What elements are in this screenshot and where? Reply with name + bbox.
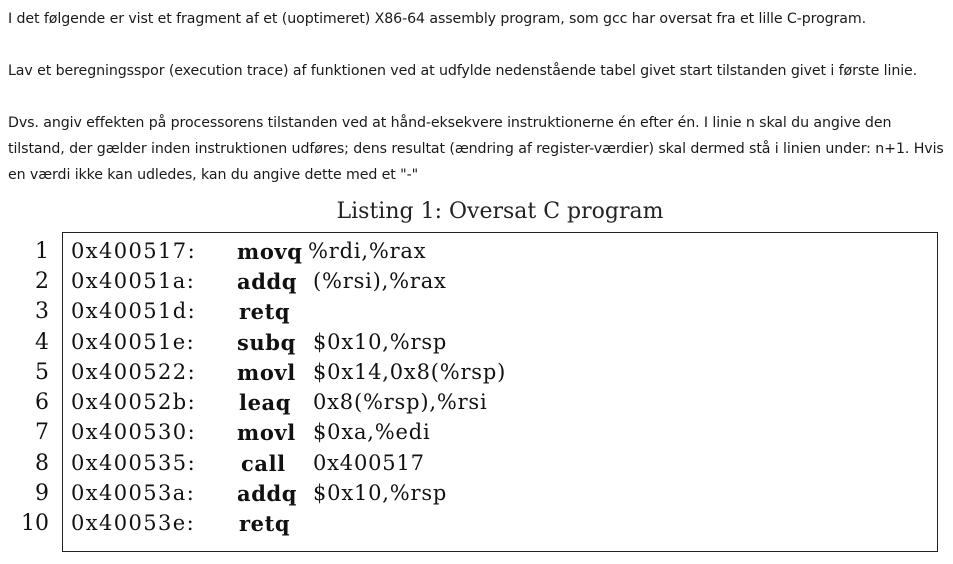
code-listing bbox=[21, 232, 938, 552]
line-operands: %rdi,%rax bbox=[308, 239, 427, 263]
line-number: 4 bbox=[35, 330, 49, 355]
line-instruction: call bbox=[241, 451, 286, 476]
line-address: 0x40051d: bbox=[71, 299, 197, 323]
intro-paragraph-1: I det følgende er vist et fragment af et (uoptimeret) X86-64 assembly program, som gcc har oversat fra et lille C-program. bbox=[8, 11, 867, 27]
code-line bbox=[35, 299, 937, 329]
line-instruction: movl bbox=[237, 420, 296, 445]
code-line bbox=[35, 390, 937, 420]
code-line bbox=[35, 269, 937, 299]
line-instruction: retq bbox=[239, 511, 291, 536]
line-instruction: retq bbox=[239, 299, 291, 324]
line-address: 0x40051a: bbox=[71, 269, 196, 293]
line-number: 2 bbox=[35, 269, 49, 294]
line-number: 3 bbox=[35, 299, 49, 324]
line-operands: 0x400517 bbox=[313, 451, 425, 475]
line-operands: $0x14,0x8(%rsp) bbox=[313, 360, 507, 384]
line-number: 1 bbox=[35, 239, 49, 264]
line-instruction: movl bbox=[237, 360, 296, 385]
line-operands: (%rsi),%rax bbox=[313, 269, 447, 293]
line-operands: $0x10,%rsp bbox=[313, 330, 448, 354]
code-line bbox=[35, 330, 937, 360]
intro-paragraph-3: Dvs. angiv effekten på processorens tilstanden ved at hånd-eksekvere instruktionerne én efter én. I linie n skal du angive den tilstand, der gælder inden instruktionen udføres; dens resultat (ændring af register-værdier) skal dermed stå i linien under: n+1. Hvis en værdi ikke kan udledes, kan du angive dette med et "-" bbox=[8, 115, 944, 183]
line-number: 10 bbox=[21, 511, 49, 536]
intro-paragraph-2: Lav et beregningsspor (execution trace) af funktionen ved at udfylde nedenstående tabel givet start tilstanden givet i første linie. bbox=[8, 63, 918, 79]
line-number: 9 bbox=[35, 481, 49, 506]
code-line bbox=[21, 511, 937, 541]
line-address: 0x400535: bbox=[71, 451, 197, 475]
line-address: 0x40052b: bbox=[71, 390, 197, 414]
code-line bbox=[35, 239, 937, 269]
line-number: 6 bbox=[35, 390, 49, 415]
code-line bbox=[35, 451, 937, 481]
line-instruction: addq bbox=[237, 481, 298, 506]
line-instruction: movq bbox=[237, 239, 303, 264]
line-address: 0x40053e: bbox=[71, 511, 196, 535]
line-address: 0x400517: bbox=[71, 239, 197, 263]
line-operands: $0xa,%edi bbox=[313, 420, 431, 444]
line-instruction: subq bbox=[237, 330, 296, 355]
line-number: 8 bbox=[35, 451, 49, 476]
code-line bbox=[35, 481, 937, 511]
line-instruction: addq bbox=[237, 269, 298, 294]
line-address: 0x400530: bbox=[71, 420, 197, 444]
code-line bbox=[35, 360, 937, 390]
line-operands: $0x10,%rsp bbox=[313, 481, 448, 505]
line-address: 0x400522: bbox=[71, 360, 197, 384]
line-operands: 0x8(%rsp),%rsi bbox=[313, 390, 488, 414]
line-number: 7 bbox=[35, 420, 49, 445]
code-line bbox=[35, 420, 937, 450]
line-address: 0x40053a: bbox=[71, 481, 196, 505]
line-number: 5 bbox=[35, 360, 49, 385]
listing-caption: Listing 1: Oversat C program bbox=[336, 199, 664, 224]
line-address: 0x40051e: bbox=[71, 330, 196, 354]
line-instruction: leaq bbox=[239, 390, 292, 415]
